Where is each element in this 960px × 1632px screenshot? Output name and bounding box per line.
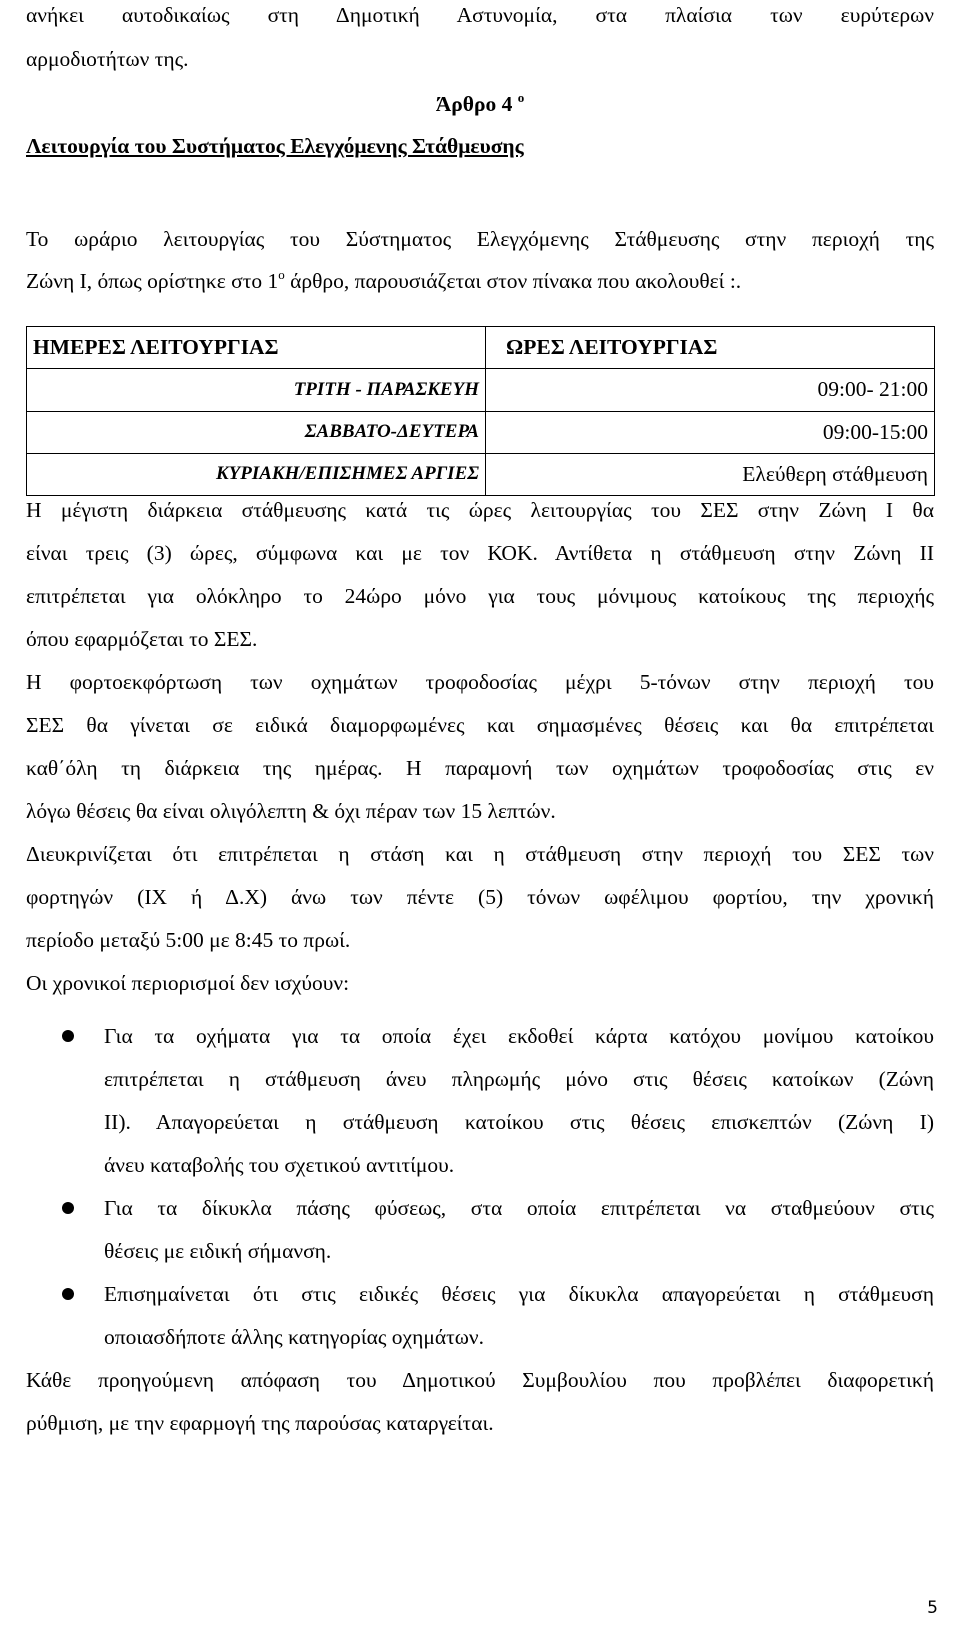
intro-line-2: αρμοδιοτήτων της.: [26, 47, 189, 71]
closing-line-2: ρύθμιση, με την εφαρμογή της παρούσας καταργείται.: [26, 1411, 494, 1435]
bullet-3-line: οποιασδήποτε άλλης κατηγορίας οχημάτων.: [104, 1325, 484, 1349]
bullet-2-line: θέσεις με ειδική σήμανση.: [104, 1239, 332, 1263]
bullet-1-line: Για τα οχήματα για τα οποία έχει εκδοθεί κάρτα κατόχου μονίμου κατοίκου: [104, 1024, 934, 1048]
bullet-3-line: Επισημαίνεται ότι στις ειδικές θέσεις για δίκυκλα απαγορεύεται η στάθμευση: [104, 1282, 934, 1306]
table-cell-hours: 09:00- 21:00: [486, 369, 935, 411]
table-cell-days: ΚΥΡΙΑΚΗ/ΕΠΙΣΗΜΕΣ ΑΡΓΙΕΣ: [27, 453, 486, 495]
body-line: καθ΄όλη τη διάρκεια της ημέρας. Η παραμονή των οχημάτων τροφοδοσίας στις εν: [26, 756, 934, 780]
intro-line-1: ανήκει αυτοδικαίως στη Δημοτική Αστυνομία, στα πλαίσια των ευρύτερων: [26, 3, 934, 27]
body-line: περίοδο μεταξύ 5:00 με 8:45 το πρωί.: [26, 928, 351, 952]
closing-line-1: Κάθε προηγούμενη απόφαση του Δημοτικού Συμβουλίου που προβλέπει διαφορετική: [26, 1368, 934, 1392]
table-row: [27, 369, 935, 411]
schedule-table: [26, 326, 935, 496]
bullet-icon: [62, 1202, 74, 1214]
article-title: [26, 91, 934, 117]
table-row: [27, 411, 935, 453]
bullet-icon: [62, 1030, 74, 1042]
bullet-1-line: άνευ καταβολής του σχετικού αντιτίμου.: [104, 1153, 455, 1177]
para1-line-2-b: άρθρο, παρουσιάζεται στον πίνακα που ακολουθεί :.: [284, 269, 742, 293]
para1-line-2-a: Ζώνη Ι, όπως ορίστηκε στο 1: [26, 269, 279, 293]
body-line: Η μέγιστη διάρκεια στάθμευσης κατά τις ώρες λειτουργίας του ΣΕΣ στην Ζώνη Ι θα: [26, 498, 934, 522]
body-line: ΣΕΣ θα γίνεται σε ειδικά διαμορφωμένες και σημασμένες θέσεις και θα επιτρέπεται: [26, 713, 934, 737]
table-header-days: ΗΜΕΡΕΣ ΛΕΙΤΟΥΡΓΙΑΣ: [27, 327, 486, 369]
table-cell-days: ΤΡΙΤΗ - ΠΑΡΑΣΚΕΥΗ: [27, 369, 486, 411]
table-cell-hours: Ελεύθερη στάθμευση: [486, 453, 935, 495]
table-row: [27, 453, 935, 495]
body-line: Διευκρινίζεται ότι επιτρέπεται η στάση και η στάθμευση στην περιοχή του ΣΕΣ των: [26, 842, 934, 866]
table-header-hours: ΩΡΕΣ ΛΕΙΤΟΥΡΓΙΑΣ: [486, 327, 935, 369]
bullet-icon: [62, 1288, 74, 1300]
bullet-2-line: Για τα δίκυκλα πάσης φύσεως, στα οποία επιτρέπεται να σταθμεύουν στις: [104, 1196, 934, 1220]
body-line: Οι χρονικοί περιορισμοί δεν ισχύουν:: [26, 971, 350, 995]
para1-line-1: Το ωράριο λειτουργίας του Σύστηματος Ελεγχόμενης Στάθμευσης στην περιοχή της: [26, 227, 934, 251]
body-line: είναι τρεις (3) ώρες, σύμφωνα και με τον ΚΟΚ. Αντίθετα η στάθμευση στην Ζώνη ΙΙ: [26, 541, 934, 565]
table-header-row: [27, 327, 935, 369]
bullet-1-line: ΙΙ). Απαγορεύεται η στάθμευση κατοίκου στις θέσεις επισκεπτών (Ζώνη Ι): [104, 1110, 934, 1134]
para1-line-2: [26, 268, 934, 294]
body-line: επιτρέπεται για ολόκληρο το 24ώρο μόνο για τους μόνιμους κατοίκους της περιοχής: [26, 584, 934, 608]
table-cell-hours: 09:00-15:00: [486, 411, 935, 453]
body-line: φορτηγών (ΙΧ ή Δ.Χ) άνω των πέντε (5) τόνων ωφέλιμου φορτίου, την χρονική: [26, 885, 934, 909]
body-line: λόγω θέσεις θα είναι ολιγόλεπτη & όχι πέραν των 15 λεπτών.: [26, 799, 556, 823]
bullet-1-line: επιτρέπεται η στάθμευση άνευ πληρωμής μόνο στις θέσεις κατοίκων (Ζώνη: [104, 1067, 934, 1091]
table-cell-days: ΣΑΒΒΑΤΟ-ΔΕΥΤΕΡΑ: [27, 411, 486, 453]
article-title-sup: ο: [517, 90, 525, 105]
body-line: Η φορτοεκφόρτωση των οχημάτων τροφοδοσίας μέχρι 5-τόνων στην περιοχή του: [26, 670, 934, 694]
page-number: 5: [927, 1598, 938, 1618]
para1-line-2-sup: ο: [278, 267, 285, 282]
body-line: όπου εφαρμόζεται το ΣΕΣ.: [26, 627, 258, 651]
article-subtitle: Λειτουργία του Συστήματος Ελεγχόμενης Στάθμευσης: [26, 134, 524, 158]
article-title-text: Άρθρο 4: [435, 92, 513, 116]
